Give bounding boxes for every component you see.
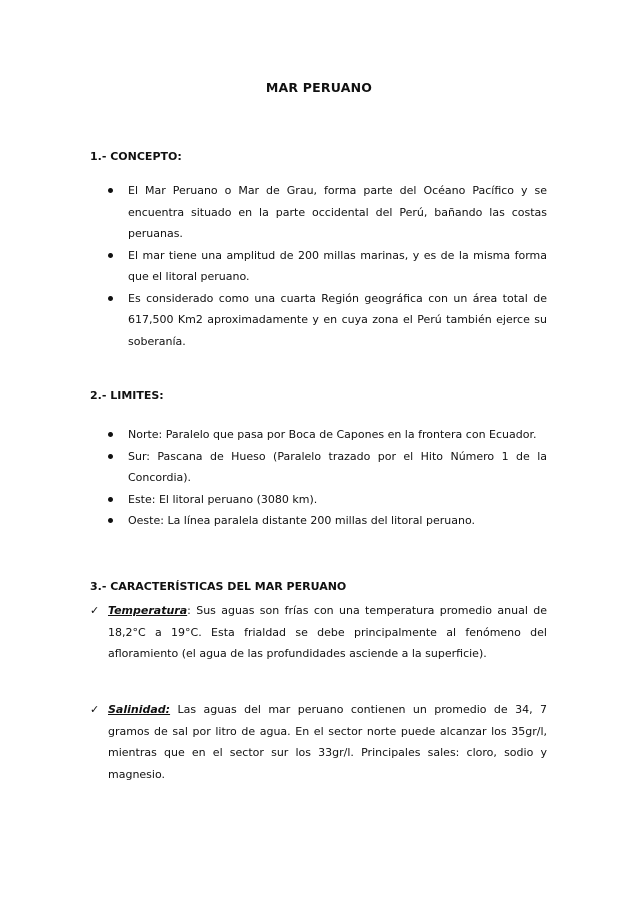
term-temperatura: Temperatura xyxy=(108,604,188,617)
limites-list xyxy=(100,424,547,532)
document-title: MAR PERUANO xyxy=(265,80,373,95)
list-item: Es considerado como una cuarta Región geográfica con un área total de 617,500 Km2 aproximadamente y en cuya zona el Perú también ejerce su soberanía. xyxy=(100,288,547,353)
bullet-dot-icon xyxy=(108,432,113,437)
section-heading-concepto: 1.- CONCEPTO: xyxy=(90,150,182,163)
list-item: Oeste: La línea paralela distante 200 millas del litoral peruano. xyxy=(100,510,547,532)
list-item: Este: El litoral peruano (3080 km). xyxy=(100,489,547,511)
caracteristicas-list-2 xyxy=(90,699,547,785)
term-salinidad: Salinidad: xyxy=(108,703,171,716)
bullet-dot-icon xyxy=(108,497,113,502)
bullet-dot-icon xyxy=(108,454,113,459)
list-item-salinidad: ✓ Salinidad: Las aguas del mar peruano contienen un promedio de 34, 7 gramos de sal por litro de agua. En el sector norte puede alcanzar los 35gr/l, mientras que en el sector sur los 33gr/l. Principales sales: cloro, sodio y magnesio. xyxy=(90,699,547,785)
caracteristicas-list xyxy=(90,600,547,665)
bullet-dot-icon xyxy=(108,253,113,258)
bullet-dot-icon xyxy=(108,296,113,301)
list-item: Sur: Pascana de Hueso (Paralelo trazado por el Hito Número 1 de la Concordia). xyxy=(100,446,547,489)
concepto-list xyxy=(100,180,547,352)
bullet-dot-icon xyxy=(108,518,113,523)
list-item: Norte: Paralelo que pasa por Boca de Capones en la frontera con Ecuador. xyxy=(100,424,547,446)
list-item: El mar tiene una amplitud de 200 millas marinas, y es de la misma forma que el litoral peruano. xyxy=(100,245,547,288)
checkmark-icon: ✓ xyxy=(90,703,100,716)
bullet-dot-icon xyxy=(108,188,113,193)
section-heading-caracteristicas: 3.- CARACTERÍSTICAS DEL MAR PERUANO xyxy=(90,580,347,593)
list-item-temperatura: ✓ Temperatura: Sus aguas son frías con una temperatura promedio anual de 18,2°C a 19°C. Esta frialdad se debe principalmente al fenómeno del afloramiento (el agua de las profundidades asciende a la superficie). xyxy=(90,600,547,665)
list-item: El Mar Peruano o Mar de Grau, forma parte del Océano Pacífico y se encuentra situado en la parte occidental del Perú, bañando las costas peruanas. xyxy=(100,180,547,245)
section-heading-limites: 2.- LIMITES: xyxy=(90,389,164,402)
checkmark-icon: ✓ xyxy=(90,604,100,617)
